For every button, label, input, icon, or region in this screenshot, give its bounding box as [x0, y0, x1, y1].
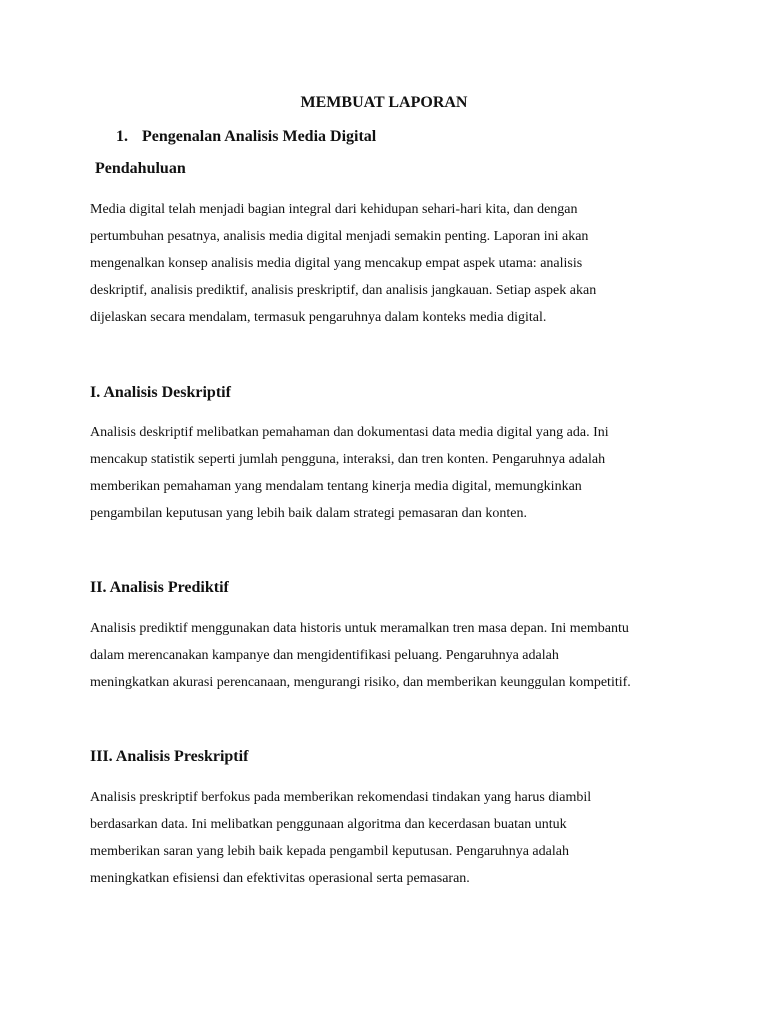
- paragraph-line: Analisis preskriptif berfokus pada memberikan rekomendasi tindakan yang harus diambil: [90, 790, 592, 805]
- paragraph-line: pengambilan keputusan yang lebih baik dalam strategi pemasaran dan konten.: [90, 506, 527, 521]
- intro-heading: Pendahuluan: [95, 160, 186, 177]
- paragraph-line: dijelaskan secara mendalam, termasuk pengaruhnya dalam konteks media digital.: [90, 310, 547, 325]
- section-heading-prediktif: II. Analisis Prediktif: [90, 579, 229, 596]
- section-paragraph-preskriptif: [90, 784, 690, 892]
- paragraph-line: memberikan pemahaman yang mendalam tentang kinerja media digital, memungkinkan: [90, 479, 582, 494]
- numbered-heading: [116, 126, 376, 148]
- intro-paragraph: [90, 196, 690, 331]
- section-paragraph-prediktif: [90, 615, 690, 696]
- heading-text: Pengenalan Analisis Media Digital: [142, 128, 377, 145]
- paragraph-line: berdasarkan data. Ini melibatkan penggunaan algoritma dan kecerdasan buatan untuk: [90, 817, 567, 832]
- paragraph-line: mencakup statistik seperti jumlah pengguna, interaksi, dan tren konten. Pengaruhnya adalah: [90, 452, 606, 467]
- section-heading-preskriptif: III. Analisis Preskriptif: [90, 748, 249, 765]
- paragraph-line: meningkatkan akurasi perencanaan, mengurangi risiko, dan memberikan keunggulan kompetitif.: [90, 675, 631, 690]
- paragraph-line: Analisis prediktif menggunakan data historis untuk meramalkan tren masa depan. Ini membantu: [90, 621, 629, 636]
- paragraph-line: mengenalkan konsep analisis media digital yang mencakup empat aspek utama: analisis: [90, 256, 583, 271]
- document-title: MEMBUAT LAPORAN: [300, 94, 468, 111]
- paragraph-line: Analisis deskriptif melibatkan pemahaman dan dokumentasi data media digital yang ada. Ini: [90, 425, 609, 440]
- heading-number: 1.: [116, 128, 128, 145]
- paragraph-line: deskriptif, analisis prediktif, analisis preskriptif, dan analisis jangkauan. Setiap aspek akan: [90, 283, 597, 298]
- paragraph-line: memberikan saran yang lebih baik kepada pengambil keputusan. Pengaruhnya adalah: [90, 844, 569, 859]
- section-paragraph-deskriptif: [90, 419, 690, 527]
- section-heading-deskriptif: I. Analisis Deskriptif: [90, 384, 231, 401]
- paragraph-line: Media digital telah menjadi bagian integral dari kehidupan sehari-hari kita, dan dengan: [90, 202, 578, 217]
- paragraph-line: pertumbuhan pesatnya, analisis media digital menjadi semakin penting. Laporan ini akan: [90, 229, 589, 244]
- paragraph-line: meningkatkan efisiensi dan efektivitas operasional serta pemasaran.: [90, 871, 470, 886]
- paragraph-line: dalam merencanakan kampanye dan mengidentifikasi peluang. Pengaruhnya adalah: [90, 648, 559, 663]
